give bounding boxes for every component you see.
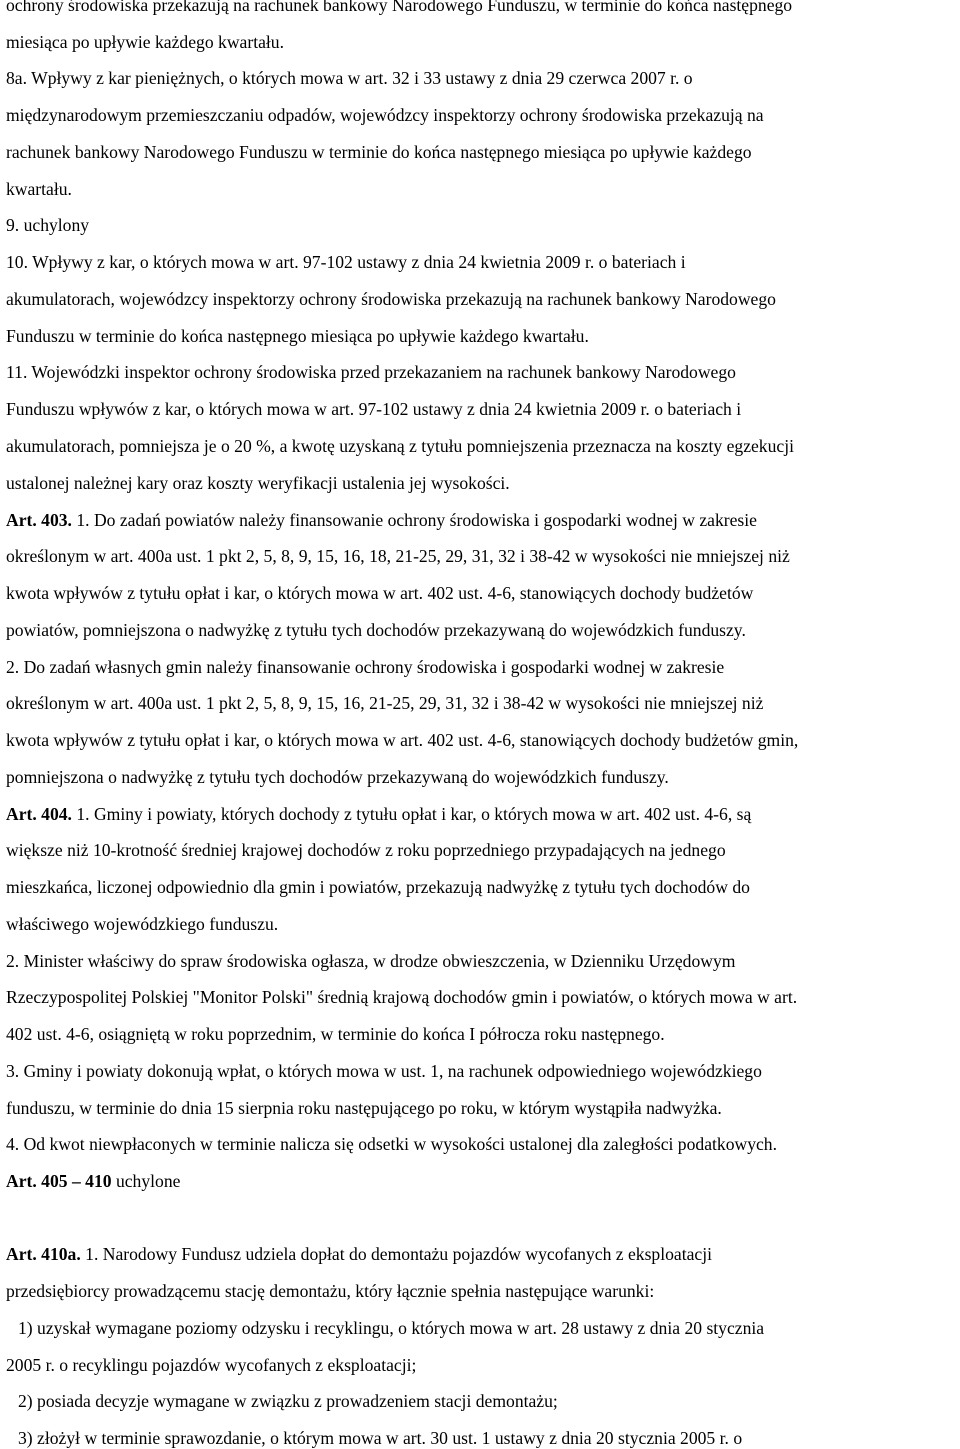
article-heading: Art. 404. 1. Gminy i powiaty, których dochody z tytułu opłat i kar, o których mowa w art. 402 ust. 4-6, są (6, 804, 752, 824)
text-line: przedsiębiorcy prowadzącemu stację demontażu, który łącznie spełnia następujące warunki: (6, 1281, 655, 1301)
text-line: mieszkańca, liczonej odpowiednio dla gmin i powiatów, przekazują nadwyżkę z tytułu tych dochodów do (6, 877, 750, 897)
text-line: 2005 r. o recyklingu pojazdów wycofanych z eksploatacji; (6, 1355, 417, 1375)
text-line: Funduszu w terminie do końca następnego miesiąca po upływie każdego kwartału. (6, 326, 589, 346)
text-line: pomniejszona o nadwyżkę z tytułu tych dochodów przekazywaną do wojewódzkich funduszy. (6, 767, 669, 787)
text-line: 4. Od kwot niewpłaconych w terminie nalicza się odsetki w wysokości ustalonej dla zaległości podatkowych. (6, 1134, 777, 1154)
text-line: właściwego wojewódzkiego funduszu. (6, 914, 279, 934)
text-line: funduszu, w terminie do dnia 15 sierpnia roku następującego po roku, w którym wystąpiła nadwyżka. (6, 1098, 722, 1118)
text-line: 2. Do zadań własnych gmin należy finansowanie ochrony środowiska i gospodarki wodnej w zakresie (6, 657, 725, 677)
text-line: Rzeczypospolitej Polskiej "Monitor Polski" średnią krajową dochodów gmin i powiatów, o których mowa w art. (6, 987, 798, 1007)
text-line: 11. Wojewódzki inspektor ochrony środowiska przed przekazaniem na rachunek bankowy Narodowego (6, 362, 736, 382)
text-line: akumulatorach, wojewódzcy inspektorzy ochrony środowiska przekazują na rachunek bankowy Narodowego (6, 289, 776, 309)
text-line: akumulatorach, pomniejsza je o 20 %, a kwotę uzyskaną z tytułu pomniejszenia przeznacza na koszty egzekucji (6, 436, 794, 456)
article-heading: Art. 410a. 1. Narodowy Fundusz udziela dopłat do demontażu pojazdów wycofanych z eksploatacji (6, 1244, 713, 1264)
text-line: określonym w art. 400a ust. 1 pkt 2, 5, 8, 9, 15, 16, 21-25, 29, 31, 32 i 38-42 w wysokości nie mniejszej niż (6, 693, 764, 713)
text-line: 9. uchylony (6, 215, 90, 235)
article-number: Art. 405 – 410 (6, 1171, 112, 1191)
text-line: kwota wpływów z tytułu opłat i kar, o których mowa w art. 402 ust. 4-6, stanowiących dochody budżetów (6, 583, 754, 603)
text-line: 8a. Wpływy z kar pieniężnych, o których mowa w art. 32 i 33 ustawy z dnia 29 czerwca 2007 r. o (6, 68, 693, 88)
list-item: 2) posiada decyzje wymagane w związku z prowadzeniem stacji demontażu; (18, 1391, 558, 1411)
text-line: miesiąca po upływie każdego kwartału. (6, 32, 284, 52)
list-item: 1) uzyskał wymagane poziomy odzysku i recyklingu, o których mowa w art. 28 ustawy z dnia 20 stycznia (18, 1318, 765, 1338)
text-line: 402 ust. 4-6, osiągniętą w roku poprzednim, w terminie do końca I półrocza roku następnego. (6, 1024, 665, 1044)
text-line: międzynarodowym przemieszczaniu odpadów, wojewódzcy inspektorzy ochrony środowiska przekazują na (6, 105, 764, 125)
text-line: Funduszu wpływów z kar, o których mowa w art. 97-102 ustawy z dnia 24 kwietnia 2009 r. o bateriach i (6, 399, 742, 419)
text-line: 3. Gminy i powiaty dokonują wpłat, o których mowa w ust. 1, na rachunek odpowiedniego wojewódzkiego (6, 1061, 762, 1081)
article-heading: Art. 403. 1. Do zadań powiatów należy finansowanie ochrony środowiska i gospodarki wodnej w zakresie (6, 510, 757, 530)
text-line: 2. Minister właściwy do spraw środowiska ogłasza, w drodze obwieszczenia, w Dzienniku Urzędowym (6, 951, 736, 971)
text-line: kwartału. (6, 179, 72, 199)
list-item: 3) złożył w terminie sprawozdanie, o którym mowa w art. 30 ust. 1 ustawy z dnia 20 stycznia 2005 r. o (18, 1428, 743, 1448)
text-line: ustalonej należnej kary oraz koszty weryfikacji ustalenia jej wysokości. (6, 473, 510, 493)
article-number: Art. 403. (6, 510, 72, 530)
text-line: kwota wpływów z tytułu opłat i kar, o których mowa w art. 402 ust. 4-6, stanowiących dochody budżetów gmin, (6, 730, 799, 750)
text-line: 10. Wpływy z kar, o których mowa w art. 97-102 ustawy z dnia 24 kwietnia 2009 r. o bateriach i (6, 252, 686, 272)
article-number: Art. 404. (6, 804, 72, 824)
text-line: rachunek bankowy Narodowego Funduszu w terminie do końca następnego miesiąca po upływie każdego (6, 142, 752, 162)
article-number: Art. 410a. (6, 1244, 81, 1264)
text-line: ochrony środowiska przekazują na rachunek bankowy Narodowego Funduszu, w terminie do końca następnego (6, 0, 793, 15)
article-heading: Art. 405 – 410 uchylone (6, 1171, 181, 1191)
text-line: określonym w art. 400a ust. 1 pkt 2, 5, 8, 9, 15, 16, 18, 21-25, 29, 31, 32 i 38-42 w wysokości nie mniejszej niż (6, 546, 790, 566)
text-line: większe niż 10-krotność średniej krajowej dochodów z roku poprzedniego przypadających na jednego (6, 840, 726, 860)
text-line: powiatów, pomniejszona o nadwyżkę z tytułu tych dochodów przekazywaną do wojewódzkich funduszy. (6, 620, 746, 640)
